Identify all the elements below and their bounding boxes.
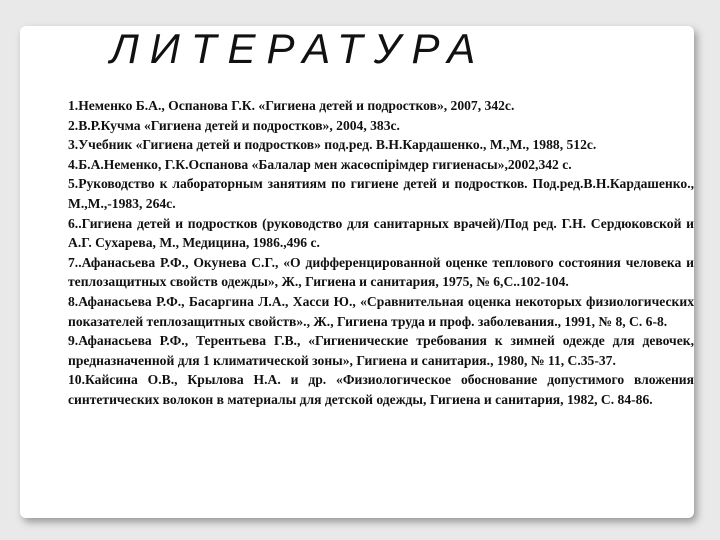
reference-item: 8.Афанасьева Р.Ф., Басаргина Л.А., Хасси Ю., «Сравнительная оценка некоторых физиологических показателей теплозащитных свойств»., Ж., Гигиена труда и проф. заболевания., 1991, № 8, С. 6-8. xyxy=(68,293,694,329)
slide xyxy=(20,26,694,518)
reference-list xyxy=(68,96,694,410)
reference-item: 7..Афанасьева Р.Ф., Окунева С.Г., «О дифференцированной оценке теплового состояния человека и теплозащитных свойств одежды», Ж., Гигиена и санитария, 1975, № 6,С..102-104. xyxy=(68,254,694,290)
reference-item: 10.Кайсина О.В., Крылова Н.А. и др. «Физиологическое обоснование допустимого вложения синтетических волокон в материалы для детской одежды, Гигиена и санитария, 1982, С. 84-86. xyxy=(68,372,694,407)
reference-item: 2.В.Р.Кучма «Гигиена детей и подростков», 2004, 383с. xyxy=(68,117,400,133)
page-title: ЛИТЕРАТУРА xyxy=(110,25,487,72)
reference-item: 4.Б.А.Неменко, Г.К.Оспанова «Балалар мен жасөспірімдер гигиенасы»,2002,342 с. xyxy=(68,156,572,172)
reference-item: 3.Учебник «Гигиена детей и подростков» под.ред. В.Н.Кардашенко., М.,М., 1988, 512с. xyxy=(68,137,597,153)
reference-item: 9.Афанасьева Р.Ф., Терентьева Г.В., «Гигиенические требования к зимней одежде для девочек, предназначенной для 1 климатической зоны», Гигиена и санитария., 1980, № 11, С.35-37. xyxy=(68,333,694,368)
reference-item: 6..Гигиена детей и подростков (руководство для санитарных врачей)/Под ред. Г.Н. Сердюковской и А.Г. Сухарева, М., Медицина, 1986.,496 с. xyxy=(68,215,694,251)
reference-item: 1.Неменко Б.А., Оспанова Г.К. «Гигиена детей и подростков», 2007, 342с. xyxy=(68,98,515,113)
reference-item: 5.Руководство к лабораторным занятиям по гигиене детей и подростков. Под.ред.В.Н.Кардашенко., М.,М.,-1983, 264с. xyxy=(68,176,694,211)
